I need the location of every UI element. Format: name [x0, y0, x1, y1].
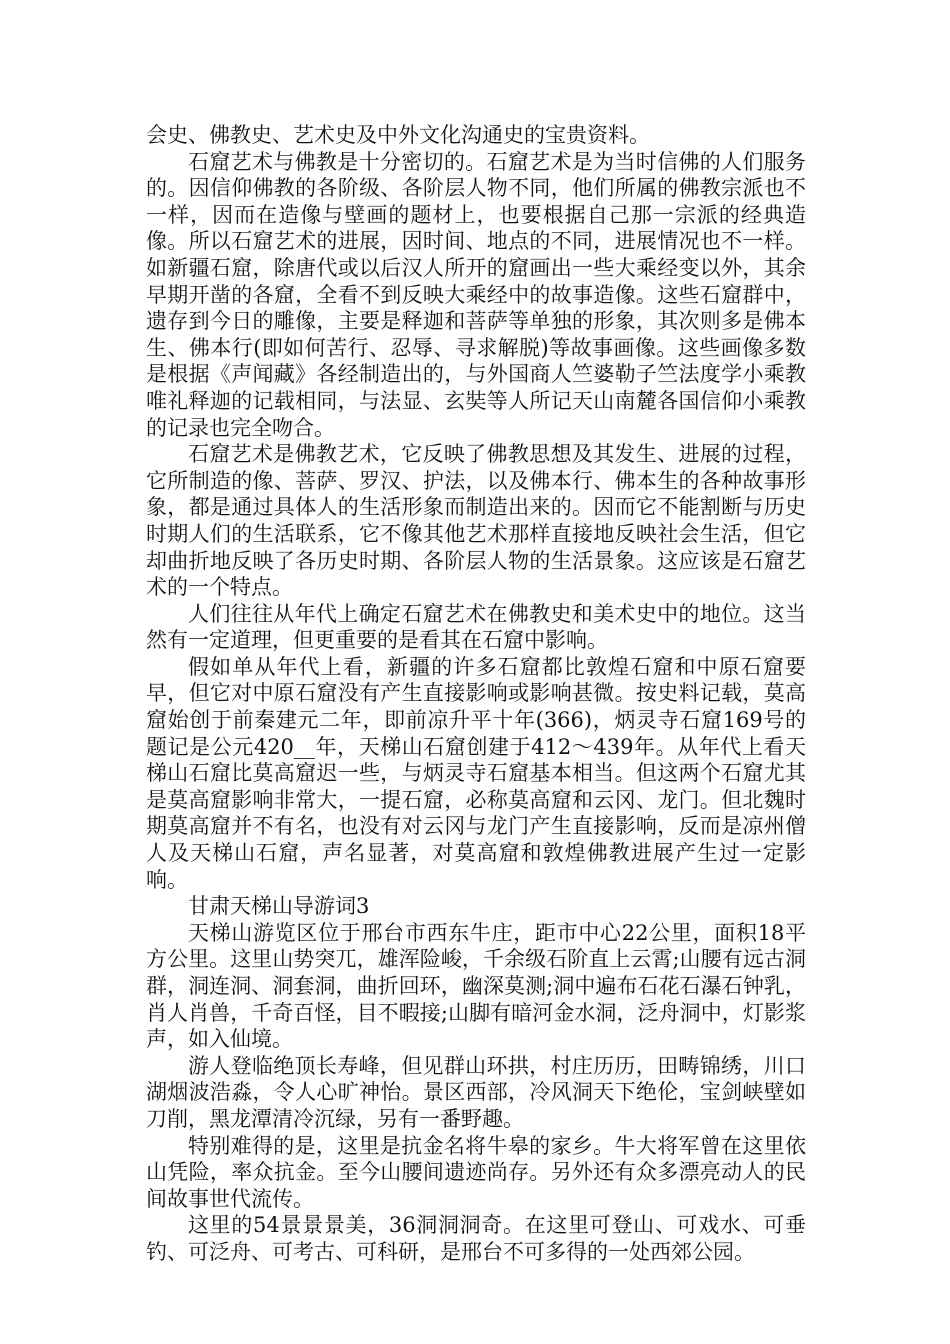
- paragraph-1: 会史、佛教史、艺术史及中外文化沟通史的宝贵资料。: [146, 123, 650, 147]
- paragraph-4: 人们往往从年代上确定石窟艺术在佛教史和美术史中的地位。这当然有一定道理，但更重要的是看其在石窟中影响。: [146, 601, 806, 653]
- document-body: [146, 122, 806, 1266]
- paragraph-5: 假如单从年代上看，新疆的许多石窟都比敦煌石窟和中原石窟要早，但它对中原石窟没有产生直接影响或影响甚微。按史料记载，莫高窟始创于前秦建元二年，即前凉升平十年(366)，炳灵寺石窟169号的题记是公元420__年，天梯山石窟创建于412～439年。从年代上看天梯山石窟比莫高窟迟一些，与炳灵寺石窟基本相当。但这两个石窟尤其是莫高窟影响非常大，一提石窟，必称莫高窟和云冈、龙门。但北魏时期莫高窟并不有名，也没有对云冈与龙门产生直接影响，反而是凉州僧人及天梯山石窟，声名显著，对莫高窟和敦煌佛教进展产生过一定影响。: [146, 654, 806, 892]
- paragraph-2: 石窟艺术与佛教是十分密切的。石窟艺术是为当时信佛的人们服务的。因信仰佛教的各阶级、各阶层人物不同，他们所属的佛教宗派也不一样，因而在造像与壁画的题材上，也要根据自己那一宗派的经典造像。所以石窟艺术的进展，因时间、地点的不同，进展情况也不一样。如新疆石窟，除唐代或以后汉人所开的窟画出一些大乘经变以外，其余早期开凿的各窟，全看不到反映大乘经中的故事造像。这些石窟群中，遗存到今日的雕像，主要是释迦和菩萨等单独的形象，其次则多是佛本生、佛本行(即如何苦行、忍辱、寻求解脱)等故事画像。这些画像多数是根据《声闻藏》各经制造出的，与外国商人竺婆勒子竺法度学小乘教唯礼释迦的记载相同，与法显、玄奘等人所记天山南麓各国信仰小乘教的记录也完全吻合。: [146, 149, 806, 440]
- paragraph-10: 这里的54景景景美，36洞洞洞奇。在这里可登山、可戏水、可垂钓、可泛舟、可考古、可科研，是邢台不可多得的一处西郊公园。: [146, 1213, 806, 1264]
- paragraph-8: 游人登临绝顶长寿峰，但见群山环拱，村庄历历，田畴锦绣，川口湖烟波浩淼，令人心旷神怡。景区西部，冷风洞天下绝伦，宝剑峡壁如刀削，黑龙潭清冷沉绿，另有一番野趣。: [146, 1053, 806, 1131]
- paragraph-7: 天梯山游览区位于邢台市西东牛庄，距市中心22公里，面积18平方公里。这里山势突兀，雄浑险峻，千余级石阶直上云霄;山腰有远古洞群，洞连洞、洞套洞，曲折回环，幽深莫测;洞中遍布石花石瀑石钟乳，肖人肖兽，千奇百怪，目不暇接;山脚有暗河金水洞，泛舟洞中，灯影浆声，如入仙境。: [146, 920, 806, 1052]
- paragraph-3: 石窟艺术是佛教艺术，它反映了佛教思想及其发生、进展的过程，它所制造的像、菩萨、罗汉、护法，以及佛本行、佛本生的各种故事形象，都是通过具体人的生活形象而制造出来的。因而它不能割断与历史时期人们的生活联系，它不像其他艺术那样直接地反映社会生活，但它却曲折地反映了各历史时期、各阶层人物的生活景象。这应该是石窟艺术的一个特点。: [146, 442, 806, 600]
- section-heading: 甘肃天梯山导游词3: [188, 894, 370, 919]
- paragraph-9: 特别难得的是，这里是抗金名将牛皋的家乡。牛大将军曾在这里依山凭险，率众抗金。至今山腰间遗迹尚存。另外还有众多漂亮动人的民间故事世代流传。: [146, 1133, 806, 1211]
